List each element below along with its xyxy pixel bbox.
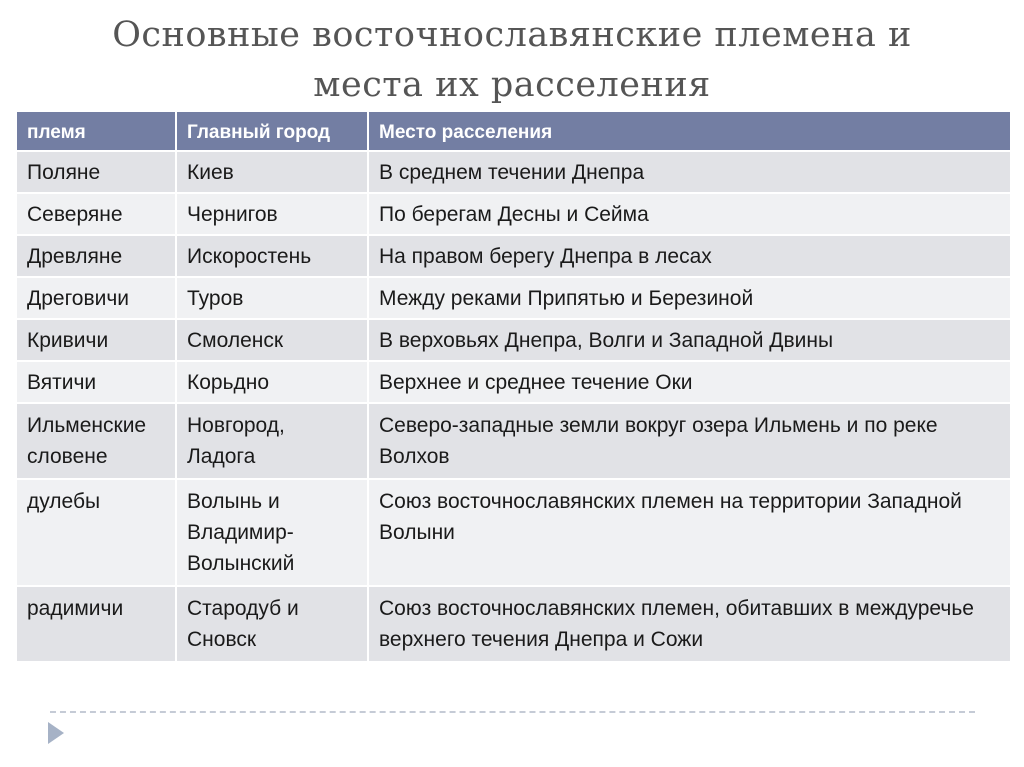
cell-area: Союз восточнославянских племен на территории Западной Волыни (368, 479, 1011, 586)
table-row (16, 277, 1011, 319)
cell-city: Волынь и Владимир-Волынский (176, 479, 368, 586)
table-row (16, 235, 1011, 277)
cell-tribe: Северяне (16, 193, 176, 235)
cell-tribe: дулебы (16, 479, 176, 586)
cell-city: Корьдно (176, 361, 368, 403)
header-main-city: Главный город (176, 111, 368, 151)
cell-tribe: Древляне (16, 235, 176, 277)
cell-area: По берегам Десны и Сейма (368, 193, 1011, 235)
table-row (16, 319, 1011, 361)
cell-city: Стародуб и Сновск (176, 586, 368, 662)
table-header-row (16, 111, 1011, 151)
table-row (16, 586, 1011, 662)
header-settlement-area: Место расселения (368, 111, 1011, 151)
cell-city: Туров (176, 277, 368, 319)
cell-city: Чернигов (176, 193, 368, 235)
slide-title-line-2: места их расселения (313, 65, 711, 105)
footer-divider (50, 711, 975, 713)
cell-tribe: Поляне (16, 151, 176, 193)
triangle-right-icon (48, 722, 64, 744)
cell-tribe: Ильменские словене (16, 403, 176, 479)
cell-city: Смоленск (176, 319, 368, 361)
cell-area: В верховьях Днепра, Волги и Западной Двины (368, 319, 1011, 361)
table-row (16, 193, 1011, 235)
cell-area: Между реками Припятью и Березиной (368, 277, 1011, 319)
cell-area: В среднем течении Днепра (368, 151, 1011, 193)
slide-title-line-1: Основные восточнославянские племена и (112, 15, 912, 55)
cell-area: На правом берегу Днепра в лесах (368, 235, 1011, 277)
cell-area: Верхнее и среднее течение Оки (368, 361, 1011, 403)
cell-city: Новгород, Ладога (176, 403, 368, 479)
table-row (16, 361, 1011, 403)
tribes-table (15, 110, 1012, 663)
cell-city: Искоростень (176, 235, 368, 277)
cell-tribe: Дреговичи (16, 277, 176, 319)
table-row (16, 151, 1011, 193)
cell-area: Союз восточнославянских племен, обитавших в междуречье верхнего течения Днепра и Сожи (368, 586, 1011, 662)
cell-tribe: Вятичи (16, 361, 176, 403)
table-row (16, 479, 1011, 586)
cell-tribe: радимичи (16, 586, 176, 662)
table-row (16, 403, 1011, 479)
slide-title (0, 10, 1024, 110)
header-tribe: племя (16, 111, 176, 151)
cell-city: Киев (176, 151, 368, 193)
cell-tribe: Кривичи (16, 319, 176, 361)
cell-area: Северо-западные земли вокруг озера Ильмень и по реке Волхов (368, 403, 1011, 479)
